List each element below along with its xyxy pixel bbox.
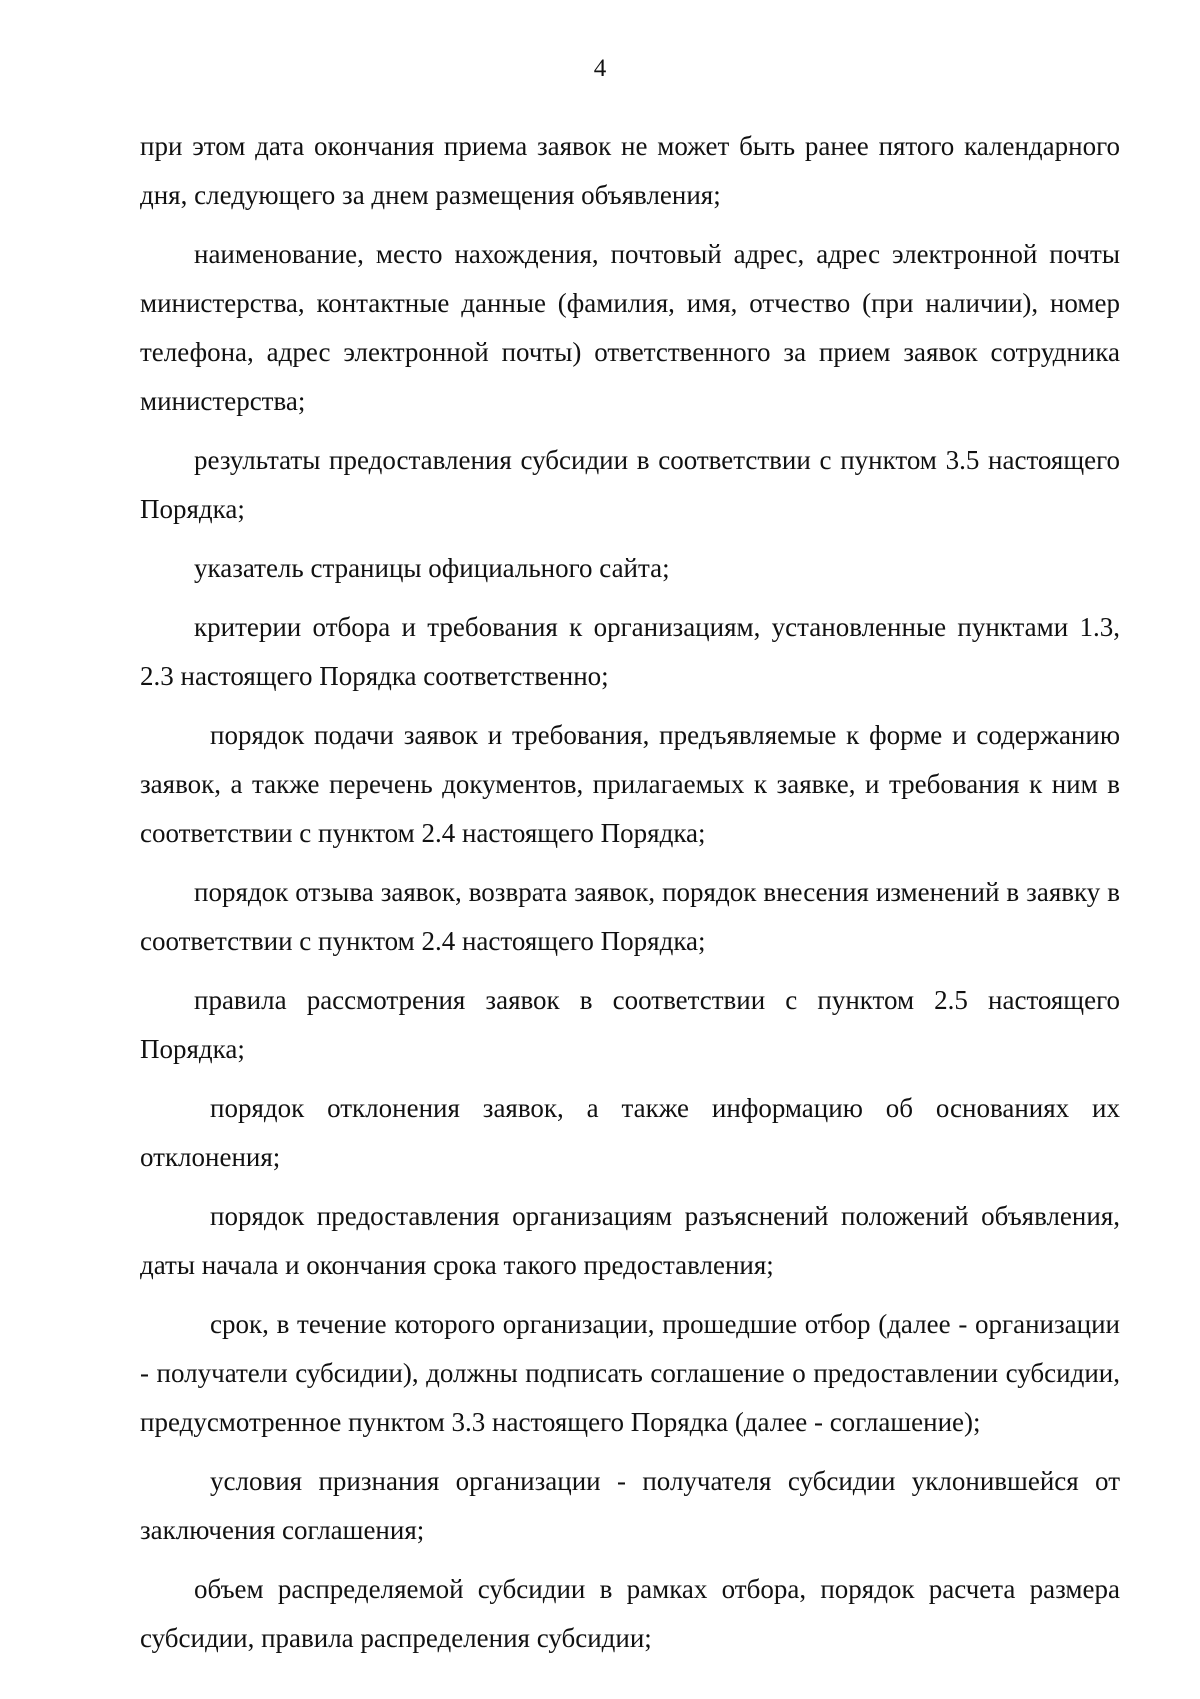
- paragraph-2: наименование, место нахождения, почтовый адрес, адрес электронной почты министерства, контактные данные (фамилия, имя, отчество (при наличии), номер телефона, адрес электронной почты) ответственного за прием заявок сотрудника министерства;: [140, 239, 1120, 416]
- paragraph-10: порядок предоставления организациям разъяснений положений объявления, даты начала и окончания срока такого предоставления;: [140, 1201, 1120, 1280]
- paragraph-6: порядок подачи заявок и требования, предъявляемые к форме и содержанию заявок, а также перечень документов, прилагаемых к заявке, и требования к ним в соответствии с пунктом 2.4 настоящего Порядка;: [140, 720, 1120, 848]
- paragraph-4: указатель страницы официального сайта;: [194, 553, 670, 583]
- paragraph-12: условия признания организации - получателя субсидии уклонившейся от заключения соглашения;: [140, 1466, 1120, 1545]
- paragraph-5: критерии отбора и требования к организациям, установленные пунктами 1.3, 2.3 настоящего Порядка соответственно;: [140, 612, 1120, 691]
- paragraph-7: порядок отзыва заявок, возврата заявок, порядок внесения изменений в заявку в соответствии с пунктом 2.4 настоящего Порядка;: [140, 877, 1120, 956]
- paragraph-9: порядок отклонения заявок, а также информацию об основаниях их отклонения;: [140, 1093, 1120, 1172]
- paragraph-13: объем распределяемой субсидии в рамках отбора, порядок расчета размера субсидии, правила распределения субсидии;: [140, 1574, 1120, 1653]
- paragraph-1: при этом дата окончания приема заявок не может быть ранее пятого календарного дня, следующего за днем размещения объявления;: [140, 131, 1120, 210]
- paragraph-8: правила рассмотрения заявок в соответствии с пунктом 2.5 настоящего Порядка;: [140, 985, 1120, 1064]
- document-body: [140, 122, 1120, 1673]
- paragraph-11: срок, в течение которого организации, прошедшие отбор (далее - организации - получатели субсидии), должны подписать соглашение о предоставлении субсидии, предусмотренное пунктом 3.3 настоящего Порядка (далее - соглашение);: [140, 1309, 1120, 1437]
- paragraph-3: результаты предоставления субсидии в соответствии с пунктом 3.5 настоящего Порядка;: [140, 445, 1120, 524]
- page-number: 4: [593, 55, 607, 82]
